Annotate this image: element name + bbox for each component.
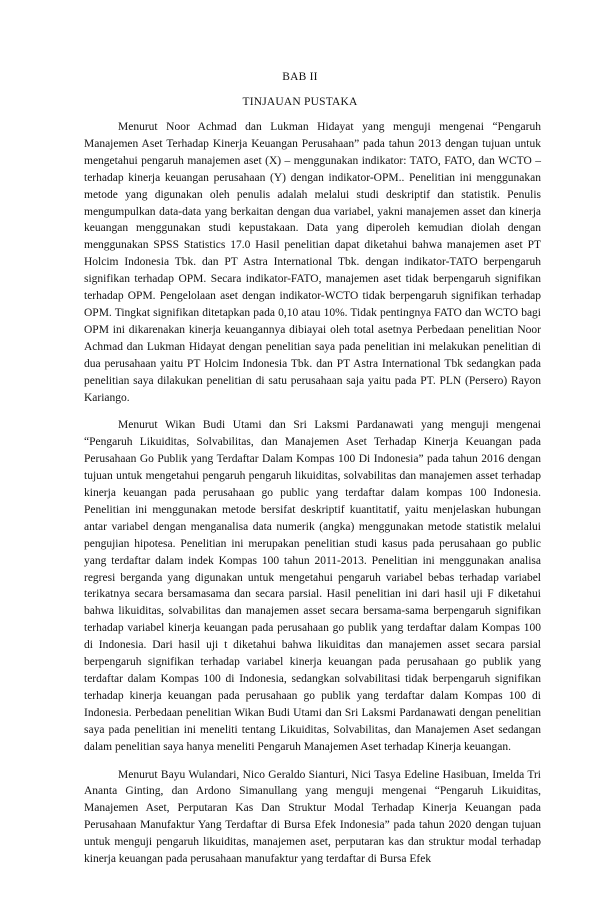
chapter-title: TINJAUAN PUSTAKA — [242, 96, 358, 108]
document-body — [84, 119, 541, 879]
paragraph-noor-achmad: Menurut Noor Achmad dan Lukman Hidayat yang menguji mengenai “Pengaruh Manajemen Aset Terhadap Kinerja Keuangan Perusahaan” pada tahun 2013 dengan tujuan untuk mengetahui pengaruh manajemen aset (X) – menggunakan indikator: TATO, FATO, dan WCTO – terhadap kinerja keuangan perusahaan (Y) dengan indikator-OPM.. Penelitian ini menggunakan metode yang digunakan oleh penulis adalah melalui studi deskriptif dan statistik. Penulis mengumpulkan data-data yang berkaitan dengan dua variabel, yakni manajemen asset dan kinerja keuangan menggunakan studi kepustakaan. Data yang diperoleh kemudian diolah dengan menggunakan SPSS Statistics 17.0 Hasil penelitian dapat diketahui bahwa manajemen aset PT Holcim Indonesia Tbk. dan PT Astra International Tbk. dengan indikator-TATO berpengaruh signifikan terhadap OPM. Secara indikator-FATO, manajemen aset tidak berpengaruh signifikan terhadap OPM. Pengelolaan aset dengan indikator-WCTO tidak berpengaruh signifikan terhadap OPM. Tingkat signifikan ditetapkan pada 0,10 atau 10%. Tidak pentingnya FATO dan WCTO bagi OPM ini dikarenakan kinerja keuangannya dibiayai oleh total asetnya Perbedaan penelitian Noor Achmad dan Lukman Hidayat dengan penelitian saya pada penelitian ini melakukan penelitian di dua perusahaan yaitu PT Holcim Indonesia Tbk. dan PT Astra International Tbk sedangkan pada penelitian saya dilakukan penelitian di satu perusahaan saja yaitu pada PT. PLN (Persero) Rayon Kariango. — [84, 121, 541, 404]
paragraph-wikan-budi-utami: Menurut Wikan Budi Utami dan Sri Laksmi Pardanawati yang menguji mengenai “Pengaruh Likuiditas, Solvabilitas, dan Manajemen Aset Terhadap Kinerja Keuangan pada Perusahaan Go Publik yang Terdaftar Dalam Kompas 100 Di Indonesia” pada tahun 2016 dengan tujuan untuk mengetahui pengaruh pengaruh likuiditas, solvabilitas dan manajemen asset terhadap kinerja keuangan pada perusahaan go public yang terdaftar dalam kompas 100 Indonesia. Penelitian ini menggunakan metode bersifat deskriptif kuantitatif, yaitu menjelaskan hubungan antar variabel dengan menganalisa data numerik (angka) menggunakan metode statistik melalui pengujian hipotesa. Penelitian ini merupakan penelitian studi kasus pada perusahaan go public yang terdaftar dalam indek Kompas 100 tahun 2011-2013. Penelitian ini menggunakan analisa regresi berganda yang digunakan untuk mengetahui pengaruh variabel bebas terhadap variabel terikatnya secara bersamasama dan secara parsial. Hasil penelitian ini dari hasil uji F diketahui bahwa likuiditas, solvabilitas dan manajemen asset secara bersama-sama berpengaruh signifikan terhadap variabel kinerja keuangan pada perusahaan go publik yang terdaftar dalam Kompas 100 di Indonesia. Dari hasil uji t diketahui bahwa likuiditas dan manajemen asset secara parsial berpengaruh signifikan terhadap variabel kinerja keuangan pada perusahaan go publik yang terdaftar dalam Kompas 100 di Indonesia, sedangkan solvabilitasi tidak berpengaruh signifikan terhadap kinerja keuangan pada perusahaan go publik yang terdaftar dalam Kompas 100 di Indonesia. Perbedaan penelitian Wikan Budi Utami dan Sri Laksmi Pardanawati dengan penelitian saya pada penelitian ini meneliti tentang Likuiditas, Solvabilitas, dan Manajemen Aset sedangan dalam penelitian saya hanya meneliti Pengaruh Manajemen Aset terhadap Kinerja keuangan. — [84, 419, 541, 753]
paragraph-bayu-wulandari: Menurut Bayu Wulandari, Nico Geraldo Sianturi, Nici Tasya Edeline Hasibuan, Imelda Tri Ananta Ginting, dan Ardono Simanullang yang menguji mengenai “Pengaruh Likuiditas, Manajemen Aset, Perputaran Kas Dan Struktur Modal Terhadap Kinerja Keuangan pada Perusahaan Manufaktur Yang Terdaftar di Bursa Efek Indonesia” pada tahun 2020 dengan tujuan untuk menguji pengaruh likuiditas, manajemen aset, perputaran kas dan struktur modal terhadap kinerja keuangan pada perusahaan manufaktur yang terdaftar di Bursa Efek — [84, 768, 541, 866]
chapter-number: BAB II — [282, 71, 318, 83]
